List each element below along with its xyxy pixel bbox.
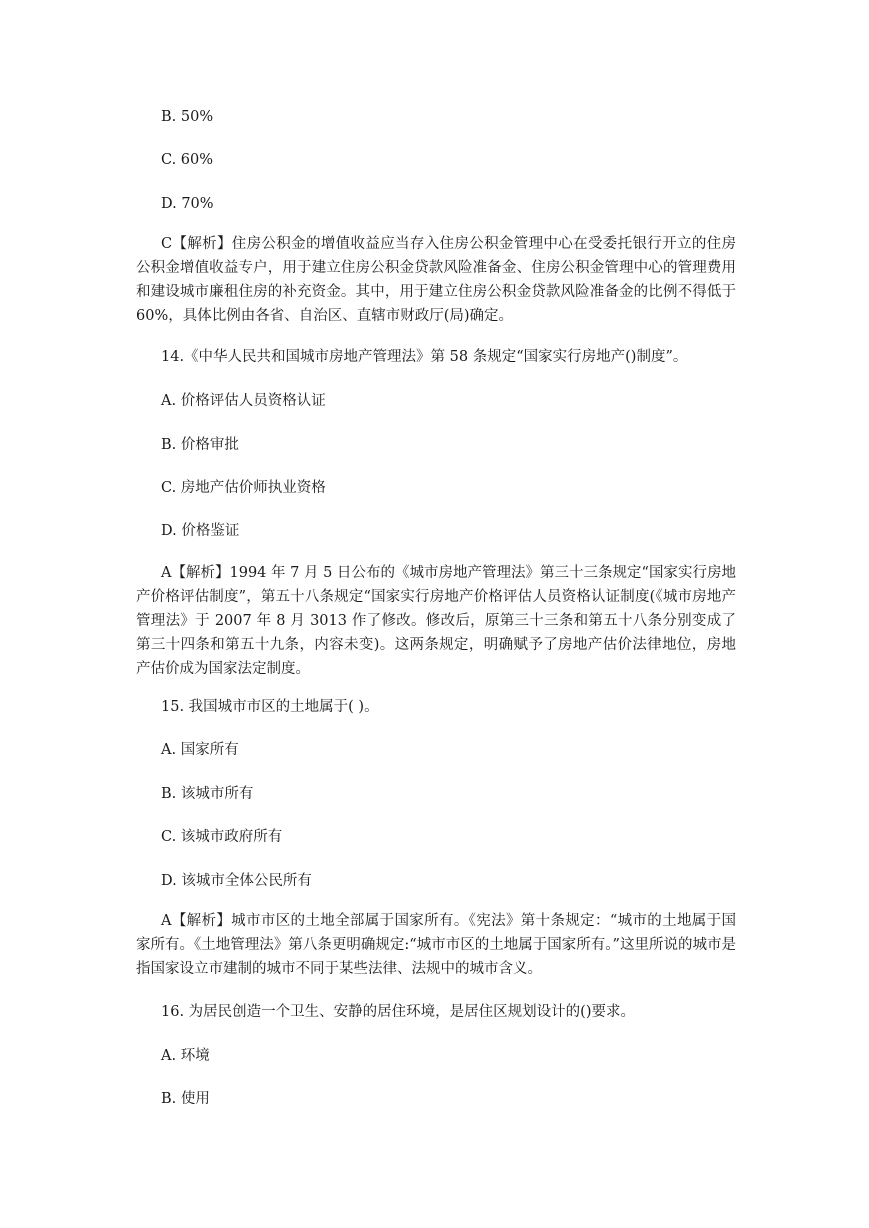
q14-option-c: C. 房地产估价师执业资格	[161, 480, 326, 496]
q14-option-b: B. 价格审批	[161, 437, 239, 453]
q13-explanation: C【解析】住房公积金的增值收益应当存入住房公积金管理中心在受委托银行开立的住房公积金增值收益专户，用于建立住房公积金贷款风险准备金、住房公积金管理中心的管理费用和建设城市廉租住房的补充资金。其中，用于建立住房公积金贷款风险准备金的比例不得低于 60%，具体比例由各省、自治区、直辖市财政厅(局)确定。	[136, 236, 736, 324]
q13-option-d: D. 70%	[161, 196, 214, 212]
q16-question: 16. 为居民创造一个卫生、安静的居住环境，是居住区规划设计的()要求。	[161, 1004, 635, 1020]
q15-explanation: A【解析】城市市区的土地全部属于国家所有。《宪法》第十条规定：“城市的土地属于国家所有。《土地管理法》第八条更明确规定:“城市市区的土地属于国家所有。”这里所说的城市是指国家设立市建制的城市不同于某些法律、法规中的城市含义。	[136, 913, 736, 977]
q15-option-b: B. 该城市所有	[161, 786, 254, 802]
q15-option-c: C. 该城市政府所有	[161, 829, 283, 845]
q14-option-d: D. 价格鉴证	[161, 523, 240, 539]
q13-option-c: C. 60%	[161, 152, 214, 168]
q16-option-b: B. 使用	[161, 1091, 210, 1107]
q15-question: 15. 我国城市市区的土地属于( )。	[161, 699, 379, 715]
q16-option-a: A. 环境	[161, 1048, 210, 1064]
q15-option-a: A. 国家所有	[161, 742, 239, 758]
q14-option-a: A. 价格评估人员资格认证	[161, 393, 326, 409]
q15-option-d: D. 该城市全体公民所有	[161, 873, 312, 889]
q14-explanation: A【解析】1994 年 7 月 5 日公布的《城市房地产管理法》第三十三条规定“国家实行房地产价格评估制度”，第五十八条规定“国家实行房地产价格评估人员资格认证制度(《城市房地产管理法》于 2007 年 8 月 3013 作了修改。修改后，原第三十三条和第五十八条分别变成了第三十四条和第五十九条，内容未变)。这两条规定，明确赋予了房地产估价法律地位，房地产估价成为国家法定制度。	[136, 565, 736, 677]
q14-question: 14.《中华人民共和国城市房地产管理法》第 58 条规定“国家实行房地产()制度”。	[161, 349, 688, 365]
q13-option-b: B. 50%	[161, 109, 214, 125]
